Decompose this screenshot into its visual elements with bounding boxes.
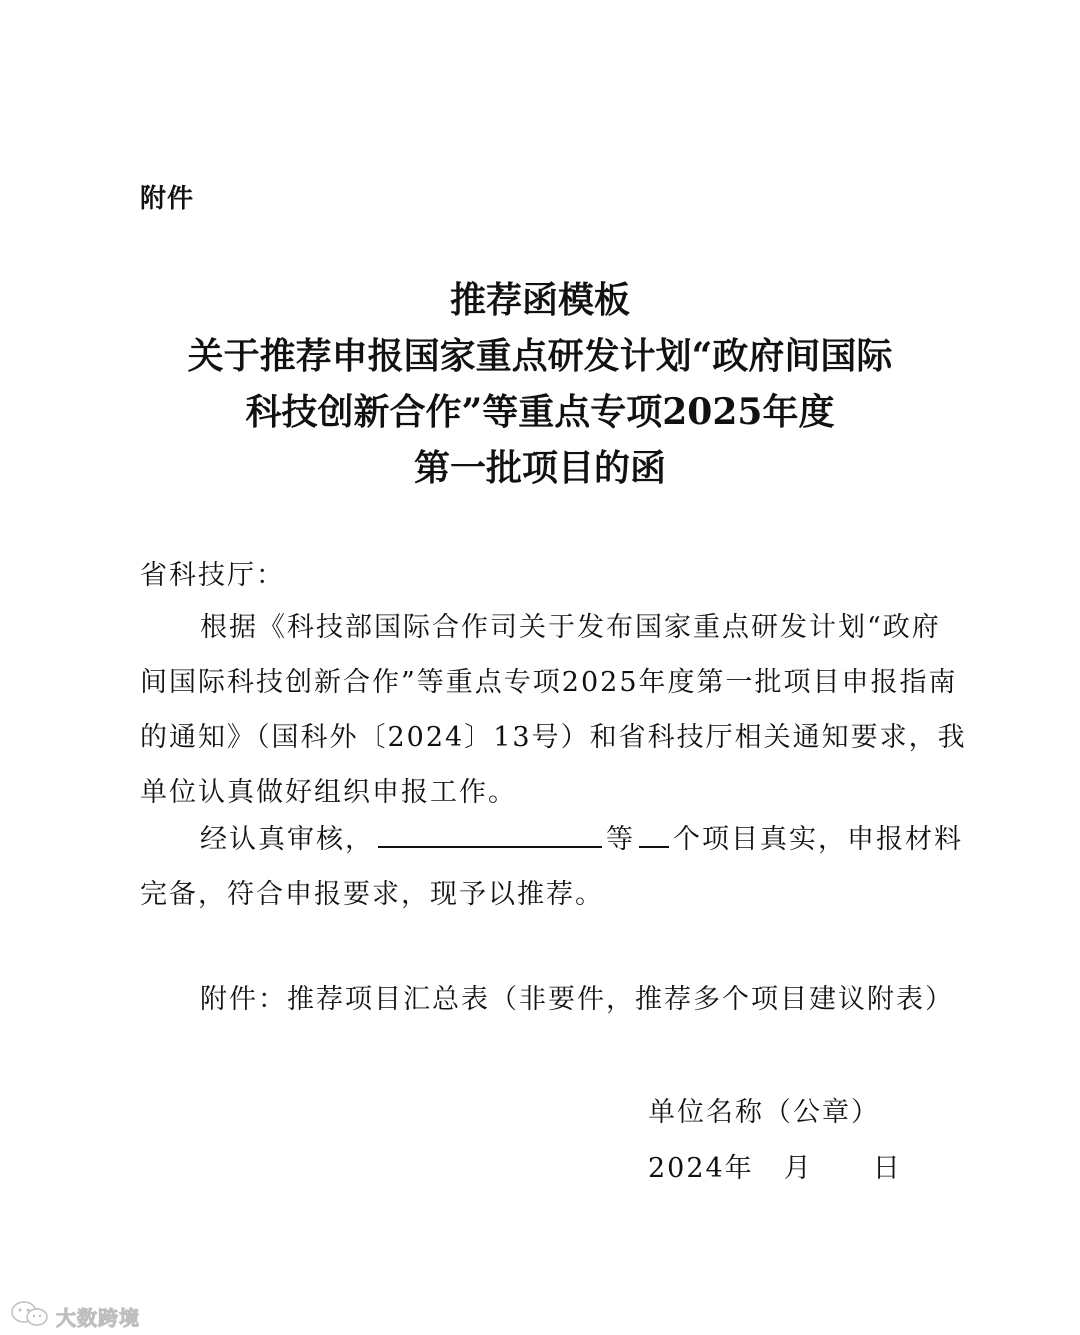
date-year: 2024年 [648,1153,754,1184]
date-day: 日 [872,1153,902,1184]
paragraph-2-suffix: 个项目真实，申报材料 [673,824,963,855]
document-title [0,272,1080,496]
salutation: 省科技厅： [140,560,285,591]
paragraph-2-line-1 [140,812,963,867]
paragraph-2-prefix: 经认真审核， [200,824,374,855]
project-count-blank[interactable] [639,816,669,848]
wechat-logo-icon [10,1300,50,1333]
signature-date [648,1146,902,1185]
paragraph-1 [140,600,967,820]
paragraph-2-middle: 等 [606,824,635,855]
title-line-3: 科技创新合作”等重点专项2025年度 [245,391,835,433]
paragraph-1-line-3: 的通知》（国科外〔2024〕13号）和省科技厅相关通知要求，我 [140,722,967,753]
title-line-2: 关于推荐申报国家重点研发计划“政府间国际 [187,335,893,377]
attachment-note: 附件：推荐项目汇总表（非要件，推荐多个项目建议附表） [200,984,954,1015]
watermark [10,1300,140,1333]
paragraph-2 [140,812,963,922]
watermark-text: 大数跨境 [56,1306,140,1330]
paragraph-1-line-2: 间国际科技创新合作”等重点专项2025年度第一批项目申报指南 [140,667,958,698]
project-name-blank[interactable] [378,816,602,848]
signature-unit: 单位名称（公章） [648,1097,880,1128]
date-month: 月 [783,1153,813,1184]
title-line-1: 推荐函模板 [449,279,630,321]
paragraph-1-line-1: 根据《科技部国际合作司关于发布国家重点研发计划“政府 [200,612,941,643]
paragraph-2-line-2: 完备，符合申报要求，现予以推荐。 [140,879,604,910]
attachment-label: 附件 [140,184,195,214]
title-line-4: 第一批项目的函 [413,447,666,489]
paragraph-1-line-4: 单位认真做好组织申报工作。 [140,777,517,808]
